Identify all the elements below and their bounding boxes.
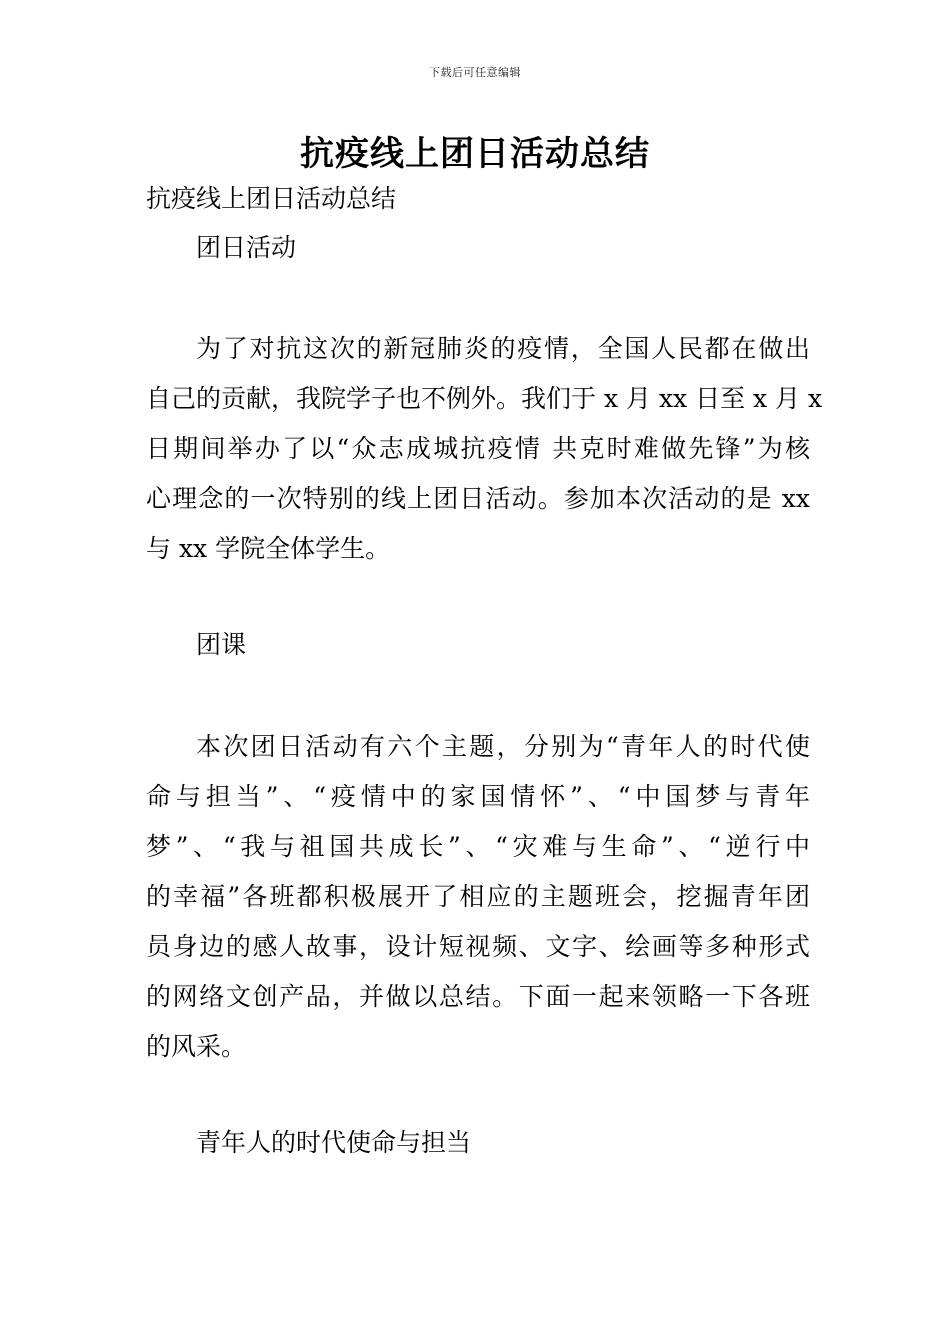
paragraph-line: 梦”、“我与祖国共成长”、“灾难与生命”、“逆行中: [146, 832, 810, 861]
header-note: 下载后可任意编辑: [429, 66, 521, 79]
paragraph-line: 的网络文创产品，并做以总结。下面一起来领略一下各班: [146, 982, 810, 1011]
paragraph-line: 日期间举办了以“众志成城抗疫情 共克时难做先锋”为核: [146, 434, 810, 463]
document-title: 抗疫线上团日活动总结: [300, 134, 650, 174]
paragraph-line: 为了对抗这次的新冠肺炎的疫情，全国人民都在做出: [196, 334, 810, 363]
section-heading-activity: 团日活动: [196, 233, 297, 262]
section-heading-youth-mission: 青年人的时代使命与担当: [196, 1128, 472, 1157]
paragraph-intro: [146, 324, 823, 574]
document-subtitle: 抗疫线上团日活动总结: [146, 184, 397, 213]
section-heading-lecture: 团课: [196, 630, 247, 659]
paragraph-line: 命与担当”、“疫情中的家国情怀”、“中国梦与青年: [146, 782, 810, 811]
paragraph-line: 员身边的感人故事，设计短视频、文字、绘画等多种形式: [146, 932, 810, 961]
paragraph-themes: [146, 722, 810, 1072]
paragraph-line: 本次团日活动有六个主题，分别为“青年人的时代使: [196, 732, 810, 761]
paragraph-line: 心理念的一次特别的线上团日活动。参加本次活动的是 xx: [146, 484, 810, 513]
paragraph-line: 自己的贡献，我院学子也不例外。我们于 x 月 xx 日至 x 月 x: [146, 384, 823, 413]
paragraph-line: 的风采。: [146, 1032, 247, 1061]
paragraph-line: 的幸福”各班都积极展开了相应的主题班会，挖掘青年团: [146, 882, 810, 911]
paragraph-line: 与 xx 学院全体学生。: [146, 534, 391, 563]
